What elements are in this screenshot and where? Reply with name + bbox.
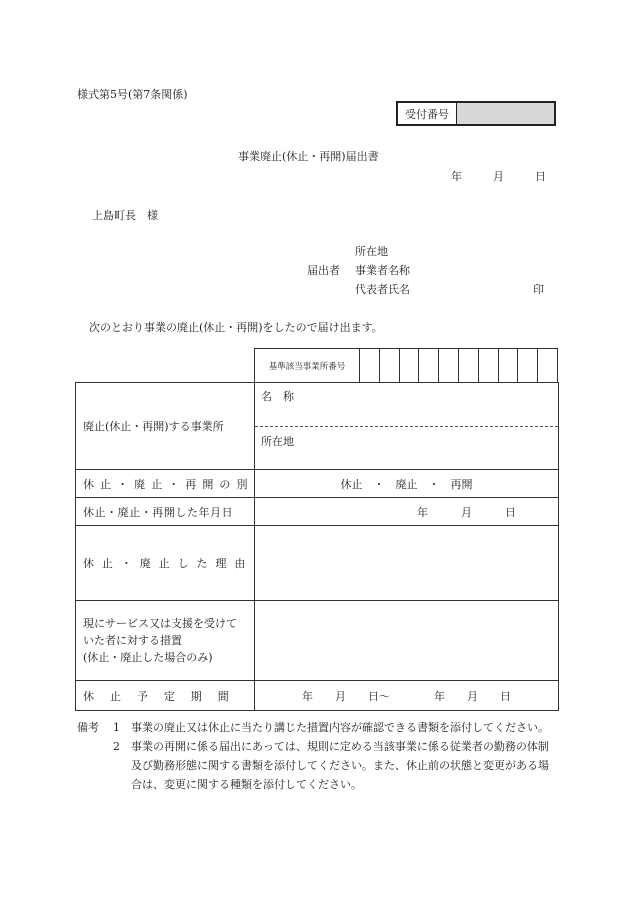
digit-box[interactable] bbox=[439, 349, 459, 383]
representative-name-label: 代表者氏名 bbox=[355, 283, 410, 296]
date-label: 休止・廃止・再開した年月日 bbox=[76, 498, 255, 526]
digit-box[interactable] bbox=[360, 349, 380, 383]
table-row bbox=[76, 498, 559, 526]
period-label: 休止予定期間 bbox=[76, 681, 255, 711]
remarks-heading: 備考 bbox=[77, 721, 99, 734]
document-title: 事業廃止(休止・再開)届出書 bbox=[238, 150, 379, 163]
receipt-number-field[interactable] bbox=[457, 103, 554, 124]
note-text: 事業の再開に係る届出にあっては、規則に定める当該事業に係る従業者の勤務の体制及び勤務形態に関する書類を添付してください。また、休止前の状態と変更がある場合は、変更に関する種類を添付してください。 bbox=[131, 740, 549, 791]
note-text: 事業の廃止又は休止に当たり講じた措置内容が確認できる書類を添付してください。 bbox=[131, 721, 549, 734]
table-row bbox=[76, 470, 559, 498]
notification-table bbox=[75, 382, 559, 711]
measures-label-line: (休止・廃止した場合のみ) bbox=[83, 651, 213, 664]
applicant-address-label: 所在地 bbox=[355, 245, 388, 258]
digit-box[interactable] bbox=[538, 349, 557, 383]
standard-office-number-label: 基準該当事業所番号 bbox=[255, 349, 360, 383]
receipt-number-label: 受付番号 bbox=[398, 103, 457, 124]
standard-office-number-row bbox=[254, 348, 558, 383]
table-row bbox=[76, 681, 559, 711]
date-month-label: 月 bbox=[493, 170, 504, 183]
type-label: 休止・廃止・再開の別 bbox=[76, 470, 255, 498]
period-value[interactable]: 年 月 日～ 年 月 日 bbox=[255, 681, 559, 711]
note-number: 1 bbox=[113, 721, 120, 734]
digit-box[interactable] bbox=[479, 349, 499, 383]
reason-label: 休止・廃止した理由 bbox=[76, 526, 255, 601]
filer-label: 届出者 bbox=[307, 264, 340, 277]
office-label: 廃止(休止・再開)する事業所 bbox=[76, 383, 255, 470]
office-address-label: 所在地 bbox=[261, 435, 294, 448]
digit-box[interactable] bbox=[459, 349, 479, 383]
measures-field[interactable] bbox=[255, 601, 559, 681]
recipient: 上島町長 様 bbox=[92, 209, 158, 222]
statement-text: 次のとおり事業の廃止(休止・再開)をしたので届け出ます。 bbox=[89, 321, 383, 334]
receipt-number-box bbox=[396, 101, 556, 126]
digit-box[interactable] bbox=[400, 349, 420, 383]
digit-box[interactable] bbox=[380, 349, 400, 383]
date-value[interactable]: 年 月 日 bbox=[255, 498, 559, 526]
office-name-label: 名 称 bbox=[261, 390, 294, 403]
table-row bbox=[76, 601, 559, 681]
office-cell[interactable] bbox=[255, 383, 559, 470]
filing-date bbox=[451, 168, 546, 184]
measures-label-line: いた者に対する措置 bbox=[83, 634, 182, 647]
type-options[interactable]: 休止 ・ 廃止 ・ 再開 bbox=[255, 470, 559, 498]
remarks bbox=[77, 718, 559, 794]
form-number: 様式第5号(第7条関係) bbox=[77, 88, 188, 101]
measures-label-line: 現にサービス又は支援を受けて bbox=[83, 617, 237, 630]
table-row bbox=[76, 383, 559, 470]
digit-box[interactable] bbox=[518, 349, 538, 383]
measures-label bbox=[76, 601, 255, 681]
digit-box[interactable] bbox=[499, 349, 519, 383]
seal-mark: 印 bbox=[533, 283, 544, 296]
note-item bbox=[77, 737, 559, 794]
note-item bbox=[77, 718, 559, 737]
business-name-label: 事業者名称 bbox=[355, 264, 410, 277]
date-year-label: 年 bbox=[451, 170, 462, 183]
table-row bbox=[76, 526, 559, 601]
note-number: 2 bbox=[113, 740, 120, 753]
divider bbox=[255, 426, 558, 427]
reason-field[interactable] bbox=[255, 526, 559, 601]
digit-box[interactable] bbox=[419, 349, 439, 383]
date-day-label: 日 bbox=[535, 170, 546, 183]
